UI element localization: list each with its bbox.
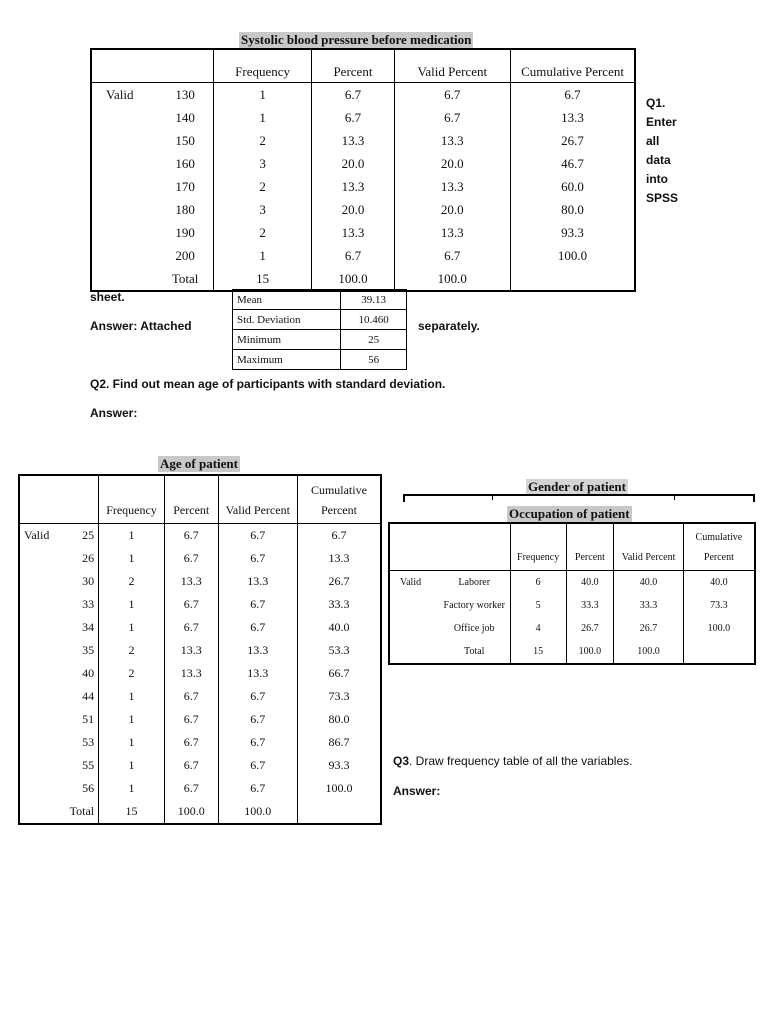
table-cell: 26.7 [297,570,381,593]
table-row [233,290,407,310]
row-label: 56 [82,781,95,795]
table-cell: 13.3 [164,639,218,662]
table-row [91,129,635,152]
table-cell: 6.7 [511,83,635,107]
row-group-label [91,175,157,198]
row-group-label [19,754,67,777]
table-cell: 15 [99,800,165,824]
table-cell: 6.7 [218,547,297,570]
table-cell: 100.0 [218,800,297,824]
table-cell: 6.7 [164,777,218,800]
row-group-label [91,221,157,244]
q1-continuation: sheet. [90,290,125,304]
table-cell: 6.7 [218,616,297,639]
table-cell: 20.0 [394,152,510,175]
table-divider [492,494,493,500]
table-header-row [389,523,755,571]
row-label: Laborer [458,577,491,588]
table-cell: 26.7 [511,129,635,152]
table-row [91,83,635,107]
row-label: Total [464,646,485,657]
table-cell: 6.7 [164,754,218,777]
q1-word: Enter [646,115,677,129]
row-label: 44 [82,689,95,703]
q1-word: SPSS [646,191,679,205]
table-cell: 13.3 [511,106,635,129]
q1-word: data [646,153,671,167]
table-cell: 100.0 [297,777,381,800]
col-header: Frequency [213,49,311,83]
q1-text [646,94,678,208]
table-cell: 1 [213,244,311,267]
table-cell: 1 [99,708,165,731]
table-cell: 13.3 [394,175,510,198]
table-cell: 40.0 [683,571,755,595]
row-group-label [389,617,439,640]
table-row [19,593,381,616]
row-label: 51 [82,712,95,726]
row-group-label [91,198,157,221]
descriptive-stats-table [232,289,407,370]
stat-value: 39.13 [341,290,407,310]
table-row [91,106,635,129]
table-cell: 46.7 [511,152,635,175]
col-header-line: Percent [703,552,734,563]
row-group-label: Valid [24,528,50,542]
table-cell: 6.7 [297,524,381,548]
row-group-label [19,593,67,616]
table-cell: 53.3 [297,639,381,662]
table-row [91,244,635,267]
table-cell: 15 [510,640,566,664]
row-group-label [389,640,439,664]
table-cell: 6.7 [164,593,218,616]
table-cell: 3 [213,152,311,175]
table-row [389,640,755,664]
row-label: 26 [82,551,95,565]
table-cell: 26.7 [614,617,683,640]
row-label: 55 [82,758,95,772]
table-cell: 6.7 [218,524,297,548]
table-row [19,547,381,570]
row-group-label [19,708,67,731]
row-label: Factory worker [443,600,505,611]
col-header: Cumulative Percent [511,49,635,83]
q2-text: . Find out mean age of participants with standard deviation. [106,377,446,391]
table-row [19,524,381,548]
table-cell: 13.3 [164,570,218,593]
q1-answer: Answer: Attached [90,319,192,333]
row-group-label [91,244,157,267]
row-label: 40 [82,666,95,680]
table-cell: 13.3 [312,129,394,152]
table-row [19,708,381,731]
table-cell: 2 [99,570,165,593]
table-cell: 13.3 [218,639,297,662]
col-header: Percent [164,475,218,524]
table-cell: 13.3 [164,662,218,685]
table-cell: 20.0 [394,198,510,221]
table-cell: 6.7 [164,547,218,570]
table-cell: 6.7 [218,777,297,800]
row-group-label: Valid [400,577,422,588]
row-group-label [19,616,67,639]
q3-question [393,754,632,768]
table-cell: 40.0 [566,571,614,595]
table-cell: 13.3 [312,221,394,244]
table-cell: 6.7 [312,106,394,129]
table-cell: 2 [99,662,165,685]
row-group-label [91,152,157,175]
stat-label: Maximum [233,350,341,370]
col-header: Valid Percent [218,475,297,524]
stat-value: 25 [341,330,407,350]
table-cell: 1 [99,777,165,800]
col-header [297,475,381,524]
row-label: 150 [175,132,195,148]
table-cell: 73.3 [297,685,381,708]
row-group-label [91,267,157,291]
table-row [19,662,381,685]
table-cell: 13.3 [218,662,297,685]
col-header: Valid Percent [394,49,510,83]
table-row [19,731,381,754]
col-header: Frequency [99,475,165,524]
table-cell: 40.0 [614,571,683,595]
table-cell: 13.3 [297,547,381,570]
row-group-label: Valid [106,86,134,102]
table-row [233,350,407,370]
col-header: Valid Percent [614,523,683,571]
table-cell: 6.7 [164,685,218,708]
table-cell: 100.0 [614,640,683,664]
table-cell: 1 [99,731,165,754]
row-group-label [19,777,67,800]
table-cell: 6 [510,571,566,595]
table-cell: 6.7 [312,83,394,107]
row-label: 160 [175,155,195,171]
q2-answer: Answer: [90,406,138,420]
row-group-label [19,685,67,708]
row-label: 33 [82,597,95,611]
table-row [19,800,381,824]
table-cell: 5 [510,594,566,617]
table-row [19,616,381,639]
q3-answer: Answer: [393,784,441,798]
table-row [91,175,635,198]
table-cell: 93.3 [511,221,635,244]
occupation-table-title: Occupation of patient [509,506,630,521]
table-cell: 86.7 [297,731,381,754]
table-cell: 1 [99,593,165,616]
table-cell: 100.0 [312,267,394,291]
stat-label: Mean [233,290,341,310]
table-row [389,617,755,640]
table-row [91,221,635,244]
table-cell: 6.7 [164,616,218,639]
table-cell: 26.7 [566,617,614,640]
table-cell: 80.0 [297,708,381,731]
table-cell: 100.0 [566,640,614,664]
table-cell: 20.0 [312,152,394,175]
gender-table-title: Gender of patient [528,479,626,494]
table-cell: 40.0 [297,616,381,639]
table-row [91,198,635,221]
table-divider [674,494,675,500]
table-cell [511,267,635,291]
table-cell: 100.0 [164,800,218,824]
row-label: 170 [175,178,195,194]
q3-label: Q3 [393,754,410,768]
row-label: Office job [453,623,495,634]
sbp-frequency-table [90,48,636,292]
table-cell: 2 [213,175,311,198]
q1-word: into [646,172,668,186]
col-header-line: Cumulative [310,483,367,497]
table-cell: 6.7 [218,685,297,708]
table-cell: 6.7 [218,708,297,731]
table-cell: 73.3 [683,594,755,617]
table-cell: 1 [99,754,165,777]
table-cell: 1 [213,106,311,129]
table-cell: 6.7 [218,754,297,777]
table-cell: 1 [99,524,165,548]
row-group-label [19,547,67,570]
table-row [19,685,381,708]
stat-label: Minimum [233,330,341,350]
table-cell: 6.7 [394,244,510,267]
row-group-label [19,662,67,685]
table-cell: 100.0 [511,244,635,267]
col-header: Frequency [510,523,566,571]
sbp-table-title: Systolic blood pressure before medication [241,32,472,47]
table-cell: 6.7 [394,106,510,129]
table-row [233,310,407,330]
table-cell: 100.0 [683,617,755,640]
table-cell: 20.0 [312,198,394,221]
table-cell: 13.3 [394,129,510,152]
row-group-label [19,731,67,754]
table-cell: 15 [213,267,311,291]
table-cell: 6.7 [394,83,510,107]
col-header: Percent [312,49,394,83]
table-cell: 13.3 [394,221,510,244]
table-header-row [19,475,381,524]
table-cell: 33.3 [297,593,381,616]
table-cell: 33.3 [614,594,683,617]
table-cell: 6.7 [312,244,394,267]
row-label: 25 [82,528,95,542]
table-row [19,570,381,593]
age-table-title: Age of patient [160,456,238,471]
stat-label: Std. Deviation [233,310,341,330]
table-cell: 6.7 [164,708,218,731]
row-label: 130 [175,86,195,102]
table-cell [683,640,755,664]
row-group-label [91,129,157,152]
q3-text: . Draw frequency table of all the variables. [409,754,633,768]
age-frequency-table [18,474,382,825]
table-cell: 13.3 [218,570,297,593]
row-label: Total [171,270,199,286]
table-cell: 1 [99,616,165,639]
table-cell: 100.0 [394,267,510,291]
col-header-line: Percent [320,503,357,517]
row-label: 200 [175,247,195,263]
table-row [91,152,635,175]
table-cell: 2 [99,639,165,662]
table-row [233,330,407,350]
table-cell: 1 [99,547,165,570]
row-label: Total [69,804,95,818]
table-cell: 3 [213,198,311,221]
table-cell: 6.7 [164,524,218,548]
q2-question [90,377,445,391]
table-row [19,754,381,777]
table-row [91,267,635,291]
q1-answer-tail: separately. [418,319,480,333]
table-cell: 4 [510,617,566,640]
row-label: 30 [82,574,95,588]
table-header-row [91,49,635,83]
table-cell: 6.7 [218,731,297,754]
stat-value: 10.460 [341,310,407,330]
table-cell: 6.7 [164,731,218,754]
table-cell: 60.0 [511,175,635,198]
table-row [19,777,381,800]
row-group-label [91,106,157,129]
table-row [389,594,755,617]
q1-word: all [646,134,660,148]
table-cell: 2 [213,221,311,244]
table-cell: 1 [213,83,311,107]
table-cell: 93.3 [297,754,381,777]
table-cell: 13.3 [312,175,394,198]
row-label: 190 [175,224,195,240]
row-group-label [19,800,67,824]
table-cell: 6.7 [218,593,297,616]
table-cell: 66.7 [297,662,381,685]
occupation-frequency-table [388,522,756,665]
row-group-label [389,594,439,617]
stat-value: 56 [341,350,407,370]
table-cell: 80.0 [511,198,635,221]
table-cell: 33.3 [566,594,614,617]
row-label: 35 [82,643,95,657]
col-header: Percent [566,523,614,571]
table-cell [297,800,381,824]
q2-label: Q2 [90,377,107,391]
table-cell: 2 [213,129,311,152]
row-label: 180 [175,201,195,217]
col-header [683,523,755,571]
row-group-label [19,639,67,662]
row-label: 34 [82,620,95,634]
col-header-line: Cumulative [695,532,743,543]
gender-table-frame [403,494,755,502]
row-label: 140 [175,109,195,125]
table-cell: 1 [99,685,165,708]
table-row [389,571,755,595]
table-row [19,639,381,662]
row-group-label [19,570,67,593]
q1-label: Q1. [646,96,666,110]
row-label: 53 [82,735,95,749]
